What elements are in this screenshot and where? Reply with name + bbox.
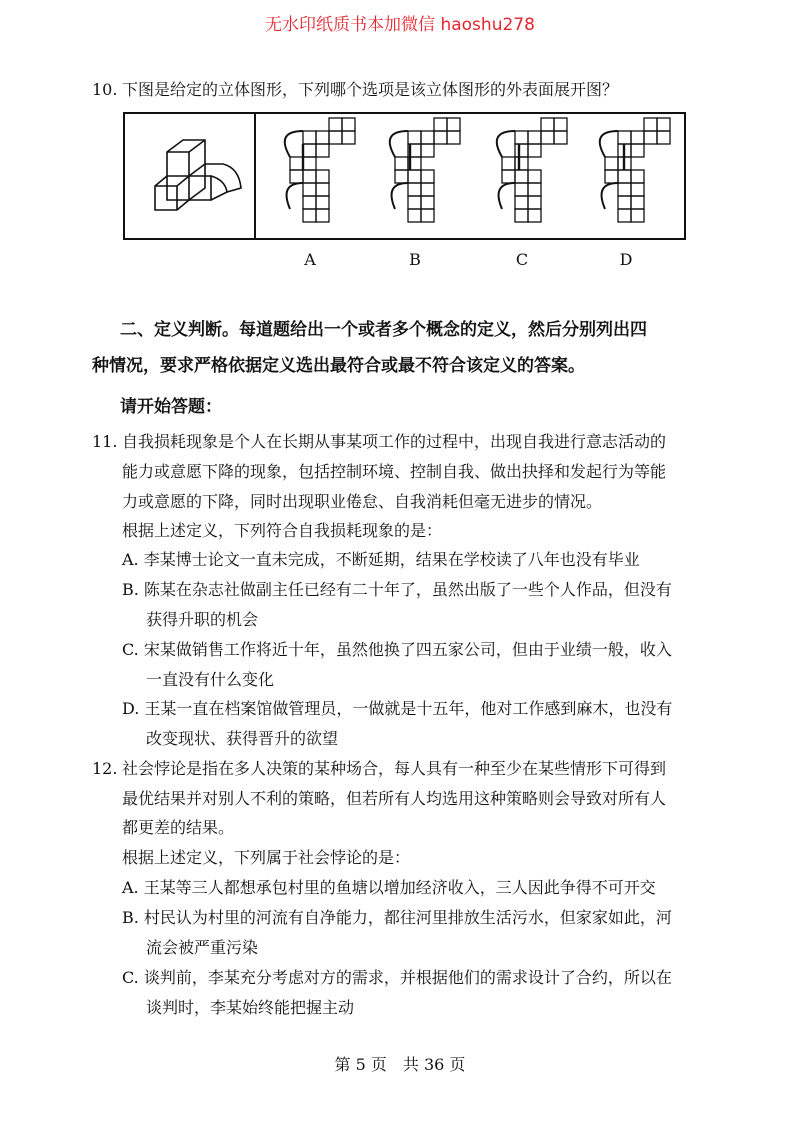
q11-option-b-line1: B. 陈某在杂志社做副主任已经有二十年了，虽然出版了一些个人作品，但没有	[122, 580, 672, 599]
net-option-b	[390, 118, 460, 222]
q11-line3: 力或意愿的下降，同时出现职业倦怠、自我消耗但毫无进步的情况。	[122, 492, 603, 511]
q12-line3: 都更差的结果。	[122, 818, 235, 837]
q12-option-b-line1: B. 村民认为村里的河流有自净能力，都往河里排放生活污水，但家家如此，河	[122, 908, 672, 927]
q11-option-c-line2: 一直没有什么变化	[146, 670, 275, 689]
q11-option-b-line2: 获得升职的机会	[146, 610, 259, 629]
watermark: 无水印纸质书本加微信 haoshu278	[265, 15, 535, 35]
net-option-d	[600, 118, 670, 222]
section-start: 请开始答题：	[120, 397, 222, 417]
section-heading-line1: 二、定义判断。每道题给出一个或者多个概念的定义，然后分别列出四	[120, 320, 647, 340]
q12-option-b-line2: 流会被严重污染	[146, 938, 259, 957]
q12-number: 12.	[92, 759, 118, 778]
q12-prompt: 根据上述定义，下列属于社会悖论的是：	[122, 848, 411, 867]
q12-line2: 最优结果并对别人不利的策略，但若所有人均选用这种策略则会导致对所有人	[122, 789, 667, 808]
q11-option-a: A. 李某博士论文一直未完成，不断延期，结果在学校读了八年也没有毕业	[122, 550, 640, 569]
option-label-b: B	[409, 250, 421, 269]
q11-option-c-line1: C. 宋某做销售工作将近十年，虽然他换了四五家公司，但由于业绩一般，收入	[122, 640, 672, 659]
q11-prompt: 根据上述定义，下列符合自我损耗现象的是：	[122, 521, 443, 540]
section-heading-line2: 种情况，要求严格依据定义选出最符合或最不符合该定义的答案。	[92, 356, 585, 376]
q12-option-c-line1: C. 谈判前，李某充分考虑对方的需求，并根据他们的需求设计了合约，所以在	[122, 968, 672, 987]
option-label-a: A	[304, 250, 316, 269]
q11-line1: 自我损耗现象是个人在长期从事某项工作的过程中，出现自我进行意志活动的	[122, 432, 667, 451]
q12-option-a: A. 王某等三人都想承包村里的鱼塘以增加经济收入，三人因此争得不可开交	[122, 878, 656, 897]
page-footer: 第 5 页 共 36 页	[334, 1055, 466, 1074]
q10-text: 下图是给定的立体图形，下列哪个选项是该立体图形的外表面展开图？	[122, 80, 619, 99]
q11-line2: 能力或意愿下降的现象，包括控制环境、控制自我、做出抉择和发起行为等能	[122, 462, 667, 481]
q11-option-d-line2: 改变现状、获得晋升的欲望	[146, 729, 339, 748]
q11-number: 11.	[92, 432, 118, 451]
q10-number: 10.	[92, 80, 118, 99]
q12-line1: 社会悖论是指在多人决策的某种场合，每人具有一种至少在某些情形下可得到	[122, 759, 667, 778]
q12-option-c-line2: 谈判时，李某始终能把握主动	[146, 998, 355, 1017]
net-option-a	[285, 118, 355, 222]
q10-option-nets	[0, 0, 800, 260]
q11-option-d-line1: D. 王某一直在档案馆做管理员，一做就是十五年，他对工作感到麻木，也没有	[122, 699, 673, 718]
option-label-d: D	[619, 250, 633, 269]
net-option-c	[497, 118, 567, 222]
option-label-c: C	[515, 250, 529, 269]
